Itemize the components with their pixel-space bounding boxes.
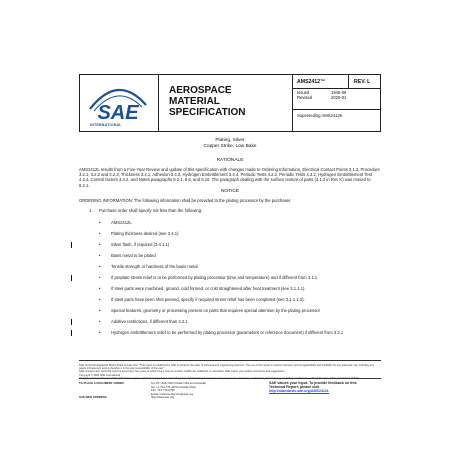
bullet-icon: •: [99, 264, 101, 269]
ordering-intro: Purchase order shall specify not less than the following:: [99, 208, 203, 213]
bullet-icon: •: [99, 242, 101, 247]
document-subject: [79, 138, 381, 150]
list-item-text: If steel parts were machined, ground, cold formed, or cold straightened after heat treatment (see 3.1.1.1).: [111, 286, 306, 291]
list-item-text: Tensile strength or hardness of the basis metal: [111, 264, 198, 269]
notice-heading: NOTICE: [220, 189, 240, 194]
footer-legal: [79, 360, 381, 380]
footer-rights: All rights reserved. No part of this publication may be reproduced, stored in a retrieval system or transmitted, in any form or by any means, electronic, mechanical, photocopying, recording, or otherwise, without the prior written permission of SAE.: [79, 376, 360, 380]
revision-bar: [71, 242, 72, 248]
revised-value: 2020-01: [331, 95, 347, 101]
document-title: [169, 85, 292, 118]
superseding: Superseding AMS2412K: [293, 109, 380, 121]
title-area: [159, 75, 293, 131]
revision-bar: [71, 319, 72, 325]
email: Email: CustomerService@sae.org: [151, 391, 194, 396]
subject-line-2: Copper Strike, Low Bake: [203, 144, 257, 149]
bullet-icon: •: [99, 308, 101, 313]
logo-area: [80, 75, 159, 131]
rationale-text: AMS2412L results from a Five-Year Review and update of this specification with changes made to Ordering Information, Electrical Contact Points 3.1.3, Procedure 3.2.1, 3.2.2 and 3.2.3, Thickness 3.4.1, Adhesion 3.4.3, Hydrogen Embrittlement 3.4.4, Periodic Tests 4.2.2, Periodic Tests 4.3.2, Hydrogen Embrittlement Test 4.3.4, Control factors 4.4.2, and Notes paragraphs 8.2.1, 8.6, and 8.10. The paragraph dealing with the surface texture of parts (3.1.2 in Rev K) was moved to 8.2.1.: [79, 167, 380, 188]
doc-number: AMS2412™: [297, 79, 326, 85]
feedback-line-1: SAE values your input. To provide feedback on this: [269, 381, 357, 385]
list-item-text: If preplate stress relief is to be performed by plating processor (time and temperature) and if different from 3.1.1.: [111, 275, 319, 280]
revision-bar: [71, 275, 72, 281]
rationale-heading: RATIONALE: [216, 158, 244, 163]
order-label: TO PLACE A DOCUMENT ORDER:: [79, 381, 125, 385]
revised-label: Revised: [297, 95, 313, 101]
contact-info: [151, 382, 251, 400]
dates-block: [293, 89, 380, 100]
list-item-text: Basis metal to be plated: [111, 253, 156, 258]
title-line-2: MATERIAL SPECIFICATION: [169, 96, 246, 118]
bullet-icon: •: [99, 330, 101, 335]
issued-value: 1945-06: [331, 90, 347, 95]
notice-text: ORDERING INFORMATION: The following information shall be provided to the plating processor by the purchaser.: [79, 198, 292, 203]
list-item-text: Special features, geometry or processing present on parts that requires special attention by the plating processor: [111, 308, 321, 313]
fax: Fax: 724-776-0790: [151, 388, 175, 393]
bullet-icon: •: [99, 275, 101, 280]
bullet-icon: •: [99, 319, 101, 324]
bullet-icon: •: [99, 286, 101, 291]
rev-cell: [348, 75, 380, 89]
feedback-link[interactable]: http://standards.sae.org/AMS2412L: [269, 389, 330, 394]
subject-line-1: Plating, Silver: [215, 138, 245, 143]
document-page: [79, 74, 381, 398]
list-item-text: AMS2412L: [111, 220, 132, 225]
doc-number-cell: [293, 75, 349, 89]
footer-policy: SAE Technical Standards Board Rules provide that: "This report is published by SAE to advance the state of technical and engineering sciences. The use of this report is entirely voluntary, and its applicability and suitability for any particular use, including any patent infringement arising therefrom, is the sole responsibility of the user.": [79, 364, 374, 371]
footer-copyright: Copyright © 2020 SAE International: [79, 373, 121, 377]
feedback-line-2: Technical Report, please visit: [269, 385, 320, 390]
logo-text: SAE: [97, 102, 139, 123]
list-item-text: Silver flash, if required (3.4.1.1): [111, 242, 170, 247]
issued-label: Issued: [297, 90, 310, 95]
revision: REV. L: [354, 79, 371, 85]
bullet-icon: •: [99, 231, 101, 236]
list-item-text: Plating thickness desired (see 3.4.1): [111, 231, 179, 236]
web-link[interactable]: http://www.sae.org: [151, 395, 175, 400]
feedback-box: [269, 381, 381, 394]
list-item-text: If steel parts have been shot peened, specify if required stress relief has been completed (see 3.1.1.1.3).: [111, 297, 305, 302]
ordering-intro-number: 1.: [89, 208, 93, 213]
title-line-1: AEROSPACE: [169, 85, 232, 96]
bullet-icon: •: [99, 253, 101, 258]
web-address-label: SAE WEB ADDRESS:: [79, 395, 108, 399]
bullet-icon: •: [99, 297, 101, 302]
footer-review: SAE reviews each technical report at least every five years at which time it may be revised, reaffirmed, stabilized, or cancelled. SAE invites your written comments and suggestions.: [79, 370, 286, 374]
logo-subtitle: INTERNATIONAL: [90, 123, 122, 127]
tel-intl: Tel: +1 724-776-4970 (outside USA): [151, 384, 196, 389]
list-item-text: Hydrogen embrittlement relief to be performed by plating processor (parameters or reference document) if different from 3.3.1: [111, 330, 344, 335]
sae-logo-icon: [88, 79, 148, 123]
document-header: [79, 74, 381, 132]
bullet-icon: •: [99, 220, 101, 225]
revision-bar: [71, 330, 72, 336]
tel-usa: Tel: 877-606-7323 (inside USA and Canada): [151, 381, 206, 385]
list-item-text: Additive restrictions, if different than 3.2.1: [111, 319, 188, 324]
footer-contact: [79, 378, 381, 399]
